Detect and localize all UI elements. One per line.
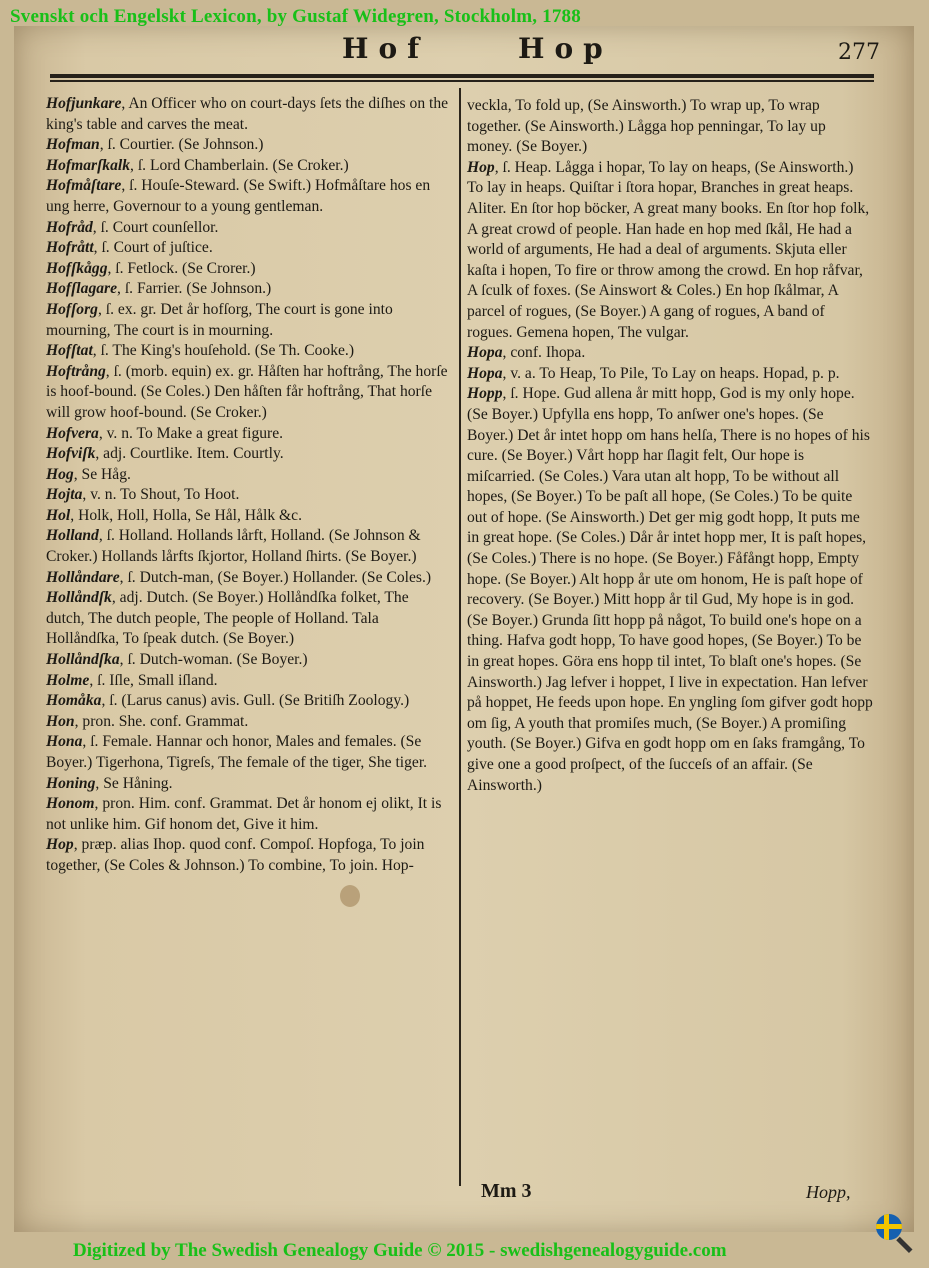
dictionary-entry — [46, 135, 450, 156]
entry-definition: , Holk, Holl, Holla, Se Hål, Hålk &c. — [70, 506, 302, 524]
entry-definition: , adj. Courtlike. Item. Courtly. — [95, 445, 284, 463]
entry-definition: , v. a. To Heap, To Pile, To Lay on heaps. Hopad, p. p. — [502, 364, 840, 382]
entry-headword: Hop — [467, 158, 495, 176]
entry-definition: , ſ. ex. gr. Det år hofſorg, The court is gone into mourning, The court is in mourning. — [46, 300, 393, 339]
entry-headword: Hollåndſka — [46, 651, 120, 669]
entry-headword: Hofviſk — [46, 445, 96, 463]
entry-definition: , ſ. (Larus canus) avis. Gull. (Se Britiſh Zoology.) — [101, 692, 410, 710]
dictionary-entry — [46, 671, 450, 692]
entry-headword: Hon — [46, 712, 75, 730]
dictionary-entry — [46, 794, 450, 835]
dictionary-entry — [46, 94, 450, 135]
entry-definition: , ſ. Iſle, Small iſland. — [89, 671, 218, 689]
dictionary-entry — [46, 691, 450, 712]
dictionary-entry — [46, 588, 450, 650]
dictionary-entry — [467, 384, 873, 796]
entry-headword: Holland — [46, 527, 99, 545]
entry-definition: , ſ. Holland. Hollands lårft, Holland. (Se Johnson & Croker.) Hollands lårfts ſkjortor, Holland ſhirts. (Se Boyer.) — [46, 527, 421, 566]
entry-headword: Hofſorg — [46, 300, 98, 318]
entry-headword: Hofmarſkalk — [46, 156, 131, 174]
dictionary-entry — [46, 526, 450, 567]
dictionary-entry — [46, 156, 450, 177]
entry-definition: , ſ. Court counſellor. — [92, 218, 219, 236]
banner-bottom: Digitized by The Swedish Genealogy Guide © 2015 - swedishgenealogyguide.com — [73, 1240, 727, 1261]
entry-headword: Hofjunkare — [46, 95, 122, 112]
page-number: 277 — [838, 40, 880, 65]
entry-headword: Hop — [46, 836, 74, 854]
entry-headword: Hopa — [467, 344, 503, 362]
entry-headword: Honing — [46, 774, 96, 792]
entry-definition: , pron. Him. conf. Grammat. Det år honom ej olikt, It is not unlike him. Gif honom det, Give it him. — [46, 795, 442, 833]
entry-headword: Hofſkågg — [46, 259, 108, 277]
entry-headword: Holme — [46, 671, 90, 689]
catchword: Hopp, — [806, 1182, 851, 1202]
dictionary-entry — [46, 424, 450, 445]
left-column — [46, 94, 450, 877]
entry-headword: Hofvera — [46, 424, 99, 442]
header-rule — [50, 74, 874, 78]
entry-headword: Hofråd — [46, 218, 93, 236]
entry-definition: , v. n. To Make a great figure. — [98, 424, 284, 442]
entry-headword: Homåka — [46, 692, 102, 710]
dictionary-entry — [46, 568, 450, 589]
header-left-word: Hof — [342, 32, 430, 65]
entry-headword: Hofſtat — [46, 342, 93, 360]
dictionary-entry — [46, 774, 450, 795]
ink-stain — [340, 885, 360, 907]
entry-definition: , ſ. Dutch-man, (Se Boyer.) Hollander. (Se Coles.) — [119, 568, 432, 586]
entry-headword: Hol — [46, 506, 71, 524]
dictionary-entry — [46, 362, 450, 424]
entry-headword: Hog — [46, 465, 74, 483]
dictionary-entry — [46, 835, 450, 876]
dictionary-entry — [467, 96, 873, 158]
entry-definition: , Se Håning. — [95, 774, 173, 792]
entry-definition: , ſ. Farrier. (Se Johnson.) — [117, 280, 272, 298]
signature-mark: Mm 3 — [481, 1180, 532, 1202]
entry-headword: Hona — [46, 733, 83, 751]
entry-headword: Hollåndare — [46, 568, 120, 586]
column-divider — [459, 88, 461, 1186]
entry-headword: Hofmåſtare — [46, 177, 122, 195]
header-right-word: Hop — [518, 32, 613, 65]
dictionary-entry — [46, 341, 450, 362]
dictionary-entry — [46, 465, 450, 486]
entry-definition: , ſ. Courtier. (Se Johnson.) — [99, 136, 264, 154]
entry-headword: Honom — [46, 795, 95, 813]
dictionary-entry — [46, 712, 450, 733]
dictionary-entry — [46, 506, 450, 527]
entry-headword: Hojta — [46, 486, 83, 504]
magnifier-handle-icon — [896, 1237, 912, 1253]
entry-definition: , Se Håg. — [73, 465, 131, 483]
entry-definition: , v. n. To Shout, To Hoot. — [82, 486, 240, 504]
entry-headword: Hofrått — [46, 239, 94, 257]
entry-headword: Hofman — [46, 136, 100, 154]
entry-definition: , ſ. Dutch-woman. (Se Boyer.) — [119, 651, 308, 669]
dictionary-entry — [46, 732, 450, 773]
entry-headword: Hofſlagare — [46, 280, 118, 298]
dictionary-entry — [467, 158, 873, 343]
dictionary-entry — [46, 176, 450, 217]
header-rule-thin — [50, 80, 874, 82]
entry-definition: , ſ. Court of juſtice. — [93, 239, 213, 257]
entry-headword: Hopa — [467, 364, 503, 382]
dictionary-entry — [46, 650, 450, 671]
dictionary-entry — [46, 279, 450, 300]
dictionary-entry — [46, 485, 450, 506]
dictionary-entry — [467, 343, 873, 364]
entry-definition: , ſ. Female. Hannar och honor, Males and females. (Se Boyer.) Tigerhona, Tigreſs, The female of the tiger, She tiger. — [46, 733, 428, 771]
dictionary-entry — [46, 300, 450, 341]
banner-top: Svenskt och Engelskt Lexicon, by Gustaf Widegren, Stockholm, 1788 — [10, 6, 581, 27]
dictionary-entry — [46, 238, 450, 259]
entry-definition: , præp. alias Ihop. quod conf. Compoſ. Hopfoga, To join together, (Se Coles & Johnson.) To combine, To join. Hop- — [46, 836, 425, 874]
entry-definition: , An Officer who on court-days ſets the diſhes on the king's table and carves the meat. — [46, 95, 449, 133]
entry-definition: , ſ. Hope. Gud allena år mitt hopp, God is my only hope. (Se Boyer.) Upfylla ens hopp, To anſwer one's hopes. (Se Boyer.) Det år intet hopp om hans helſa, There is no hopes of his cure. (Se Boyer.) Vårt hopp har ſlagit felt, Our hope is miſcarried. (Se Coles.) Vara utan alt hopp, To be without all hopes, (Se Boyer.) To be paſt all hope, (Se Coles.) To be quite out of hope. (Se Ainsworth.) Det ger mig godt hopp, It puts me in great hope. (Se Coles.) Dår år intet hopp mer, It is paſt hopes, (Se Coles.) There is no hope. (Se Boyer.) Fåfångt hopp, Empty hope. (Se Boyer.) Alt hopp år ute om honom, He is paſt hope of recovery. (Se Boyer.) Mitt hopp år til Gud, My hope is in god. (Se Boyer.) Grunda ſitt hopp på något, To build one's hope on a thing. Hafva godt hopp, To have good hopes, (Se Boyer.) To be in great hopes. Göra ens hopp til intet, To blaſt one's hopes. (Se Ainsworth.) Jag lefver i hoppet, I live in expectation. Han lefver på hoppet, He feeds upon hope. En yngling ſom gifver godt hopp om ſig, A youth that promiſes much, (Se Boyer.) A promiſing youth. (Se Boyer.) Gifva en godt hopp om en ſaks framgång, To give one a good proſpect, of the ſucceſs of an affair. (Se Ainsworth.) — [467, 385, 873, 794]
right-column — [467, 96, 873, 796]
entry-headword: Hoftrång — [46, 362, 106, 380]
entry-definition: , ſ. Heap. Lågga i hopar, To lay on heaps, (Se Ainsworth.) To lay in heaps. Quiſtar i ſtora hopar, Branches in great heaps. Aliter. En ſtor hop böcker, A great many books. En ſtor hop folk, A great crowd of people. Han hade en hop med ſkål, He had a world of arguments, He had a deal of arguments. Skjuta eller kaſta i hopen, To fire or throw among the crowd. En hop råfvar, A ſculk of foxes. (Se Ainswort & Coles.) En hop ſkålmar, A parcel of rogues, (Se Boyer.) A gang of rogues, A band of rogues. Gemena hopen, The vulgar. — [467, 158, 870, 341]
entry-definition: , ſ. Houſe-Steward. (Se Swift.) Hofmåſtare hos en ung herre, Governour to a young gentleman. — [46, 177, 431, 215]
dictionary-entry — [46, 259, 450, 280]
dictionary-entry — [46, 218, 450, 239]
entry-definition: , pron. She. conf. Grammat. — [74, 712, 249, 730]
entry-definition: veckla, To fold up, (Se Ainsworth.) To wrap up, To wrap together. (Se Ainsworth.) Lågga hop penningar, To lay up money. (Se Boyer.) — [467, 97, 826, 156]
entry-definition: , conf. Ihopa. — [502, 344, 586, 362]
entry-definition: , ſ. Fetlock. (Se Crorer.) — [107, 259, 256, 277]
entry-definition: , ſ. Lord Chamberlain. (Se Croker.) — [130, 156, 349, 174]
entry-headword: Hollåndſk — [46, 589, 112, 607]
entry-definition: , ſ. (morb. equin) ex. gr. Håſten har hoftrång, The horſe is hoof-bound. (Se Coles.) Den håſten får hoftrång, That horſe will grow hoof-bound. (Se Croker.) — [46, 362, 448, 421]
entry-headword: Hopp — [467, 385, 503, 403]
dictionary-entry — [467, 364, 873, 385]
swedish-flag-magnifier-icon[interactable] — [876, 1214, 902, 1240]
entry-definition: , adj. Dutch. (Se Boyer.) Hollåndſka folket, The dutch, The dutch people, The people of Holland. Tala Hollåndſka, To ſpeak dutch. (Se Boyer.) — [46, 589, 409, 648]
entry-definition: , ſ. The King's houſehold. (Se Th. Cooke.) — [92, 342, 355, 360]
dictionary-entry — [46, 444, 450, 465]
